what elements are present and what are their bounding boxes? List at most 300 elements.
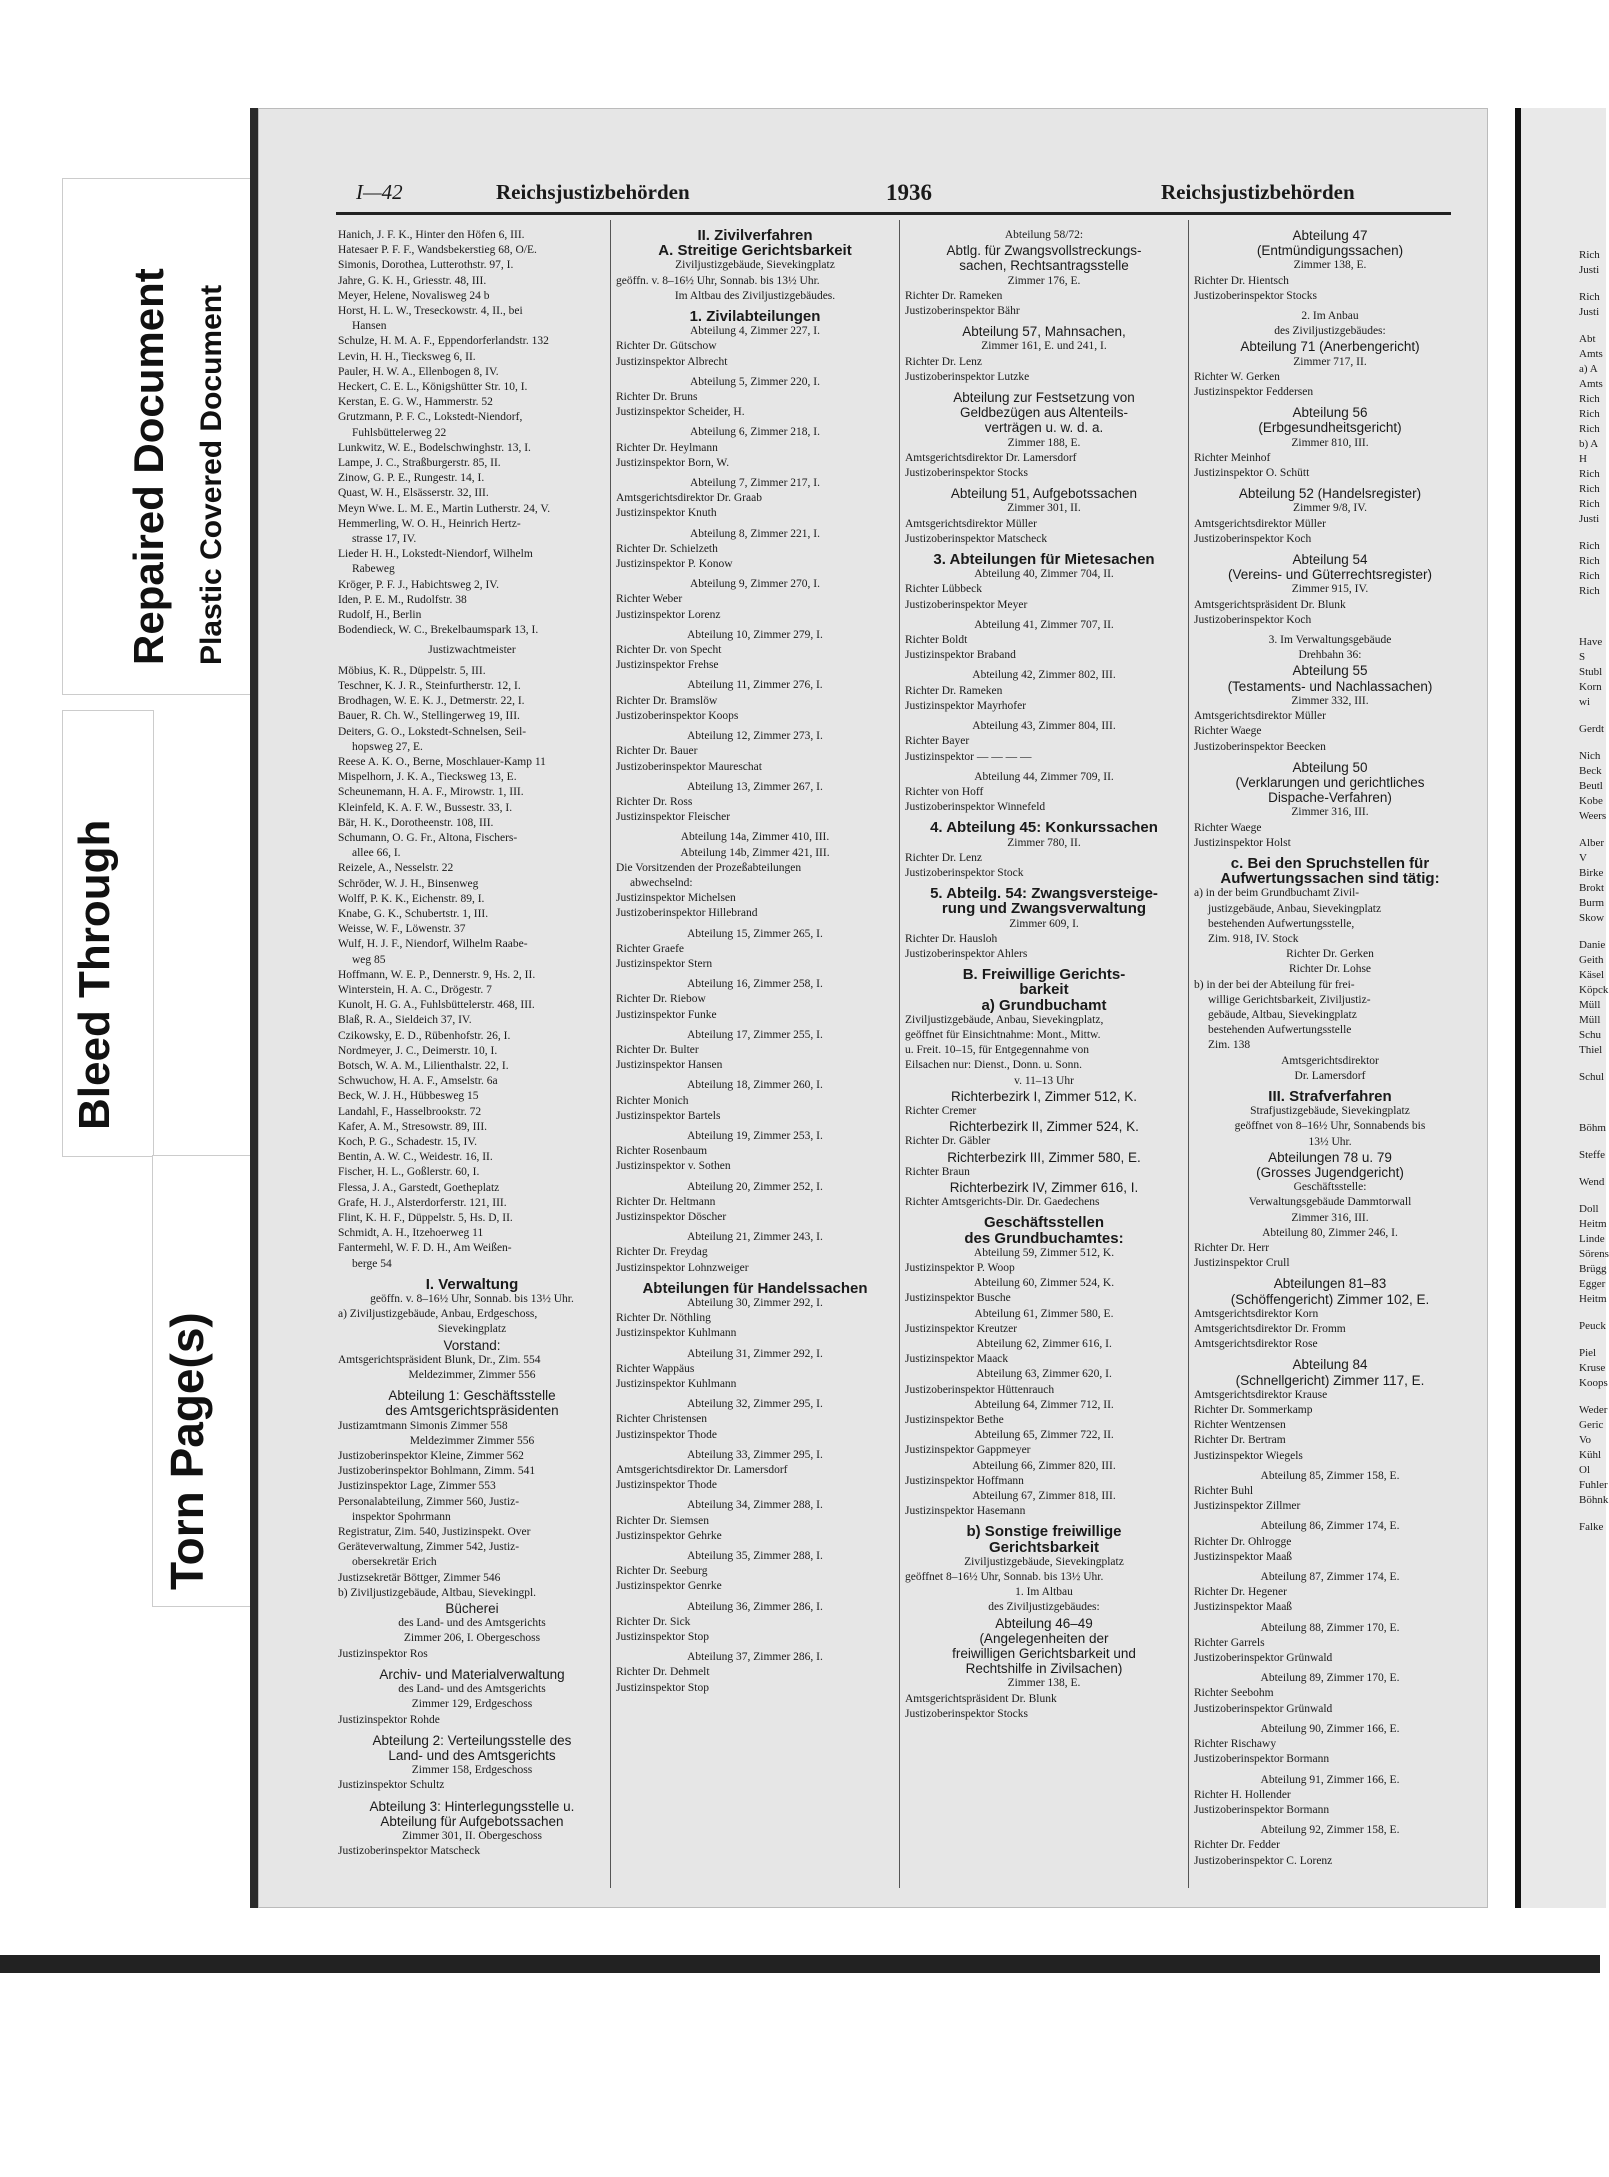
text-line: Abteilung 43, Zimmer 804, III. [972,720,1116,733]
text-line: Abteilung 34, Zimmer 288, I. [687,1499,823,1512]
text-line: Weisse, W. F., Löwenstr. 37 [338,923,466,936]
text-line: Dispache-Verfahren) [1268,790,1392,806]
text-line: Brodhagen, W. E. K. J., Detmerstr. 22, I. [338,695,525,708]
fragment-line: Amts [1579,378,1603,390]
fragment-line: Geric [1579,1419,1604,1431]
text-line: u. Freit. 10–15, für Entgegennahme von [905,1044,1089,1057]
fragment-line: Rich [1579,468,1600,480]
text-line: Richter Dr. Gäbler [905,1135,991,1148]
text-line: Kafer, A. M., Stresowstr. 89, III. [338,1120,488,1133]
text-line: 5. Abteilg. 54: Zwangsversteige- [930,885,1158,903]
text-line: Abteilung 10, Zimmer 279, I. [687,628,823,641]
fragment-line: Heitm [1579,1293,1607,1305]
text-line: a) Grundbuchamt [981,996,1107,1014]
text-line: Abteilung 37, Zimmer 286, I. [687,1651,823,1664]
text-line: Abteilung 18, Zimmer 260, I. [687,1079,823,1092]
text-line: Geldbezügen aus Altenteils- [959,405,1129,421]
text-line: Justizsekretär Böttger, Zimmer 546 [338,1571,501,1584]
text-line: Richter Dr. Heylmann [616,441,718,454]
text-line: Justizoberinspektor Stocks [905,1707,1028,1720]
text-line: Hatesaer P. F. F., Wandsbekerstieg 68, O/E. [338,244,537,257]
text-line: (Testaments- und Nachlassachen) [1227,678,1433,694]
text-line: Ziviljustizgebäude, Sievekingplatz [675,259,835,272]
text-line: Meldezimmer, Zimmer 556 [408,1369,536,1382]
text-line: Richter Amtsgerichts-Dir. Dr. Gaedechens [905,1196,1100,1209]
column-1 [338,228,606,1859]
text-line: Justizoberinspektor Maureschat [616,760,762,773]
text-line: Justizinspektor Born, W. [616,456,730,469]
text-line: Deiters, G. O., Lokstedt-Schnelsen, Seil- [338,725,527,738]
text-line: Abteilung 14a, Zimmer 410, III. [680,831,830,844]
text-line: Richter Dr. Bertram [1194,1434,1286,1447]
text-line: Abteilung 61, Zimmer 580, E. [974,1307,1114,1320]
text-line: Justizoberinspektor Stocks [1194,289,1317,302]
text-line: (Schöffengericht) Zimmer 102, E. [1230,1291,1430,1307]
text-line: Meldezimmer Zimmer 556 [409,1434,535,1447]
text-line: Abteilung zur Festsetzung von [953,390,1135,406]
text-line: Justizoberinspektor Meyer [905,598,1028,611]
text-line: Czikowsky, E. D., Rübenhofstr. 26, I. [338,1029,511,1042]
text-line: Justizoberinspektor Lutzke [905,370,1030,383]
text-line: (Entmündigungssachen) [1256,243,1404,259]
text-line: Justizinspektor Fleischer [616,811,731,824]
text-line: Verwaltungsgebäude Dammtorwall [1248,1196,1412,1209]
text-line: hopsweg 27, E. [352,740,423,753]
text-line: geöffn. v. 8–16½ Uhr, Sonnab. bis 13½ Uhr. [616,274,820,287]
header-right-title: Reichsjustizbehörden [1161,180,1355,204]
text-line: Richter Garrels [1194,1636,1265,1649]
text-line: Richter Buhl [1194,1485,1254,1498]
fragment-line [1521,1058,1606,1070]
text-line: Botsch, W. A. M., Lilienthalstr. 22, I. [338,1059,509,1072]
text-line: Abteilung 9, Zimmer 270, I. [690,578,820,591]
text-line: Geräteverwaltung, Zimmer 542, Justiz- [338,1541,520,1554]
text-line: Abteilung 33, Zimmer 295, I. [687,1448,823,1461]
text-line: Jahre, G. K. H., Griesstr. 48, III. [338,274,487,287]
fragment-line [1521,1109,1606,1121]
text-line: Amtsgerichtsdirektor Dr. Lamersdorf [905,451,1077,464]
text-line: Abteilung 17, Zimmer 255, I. [687,1028,823,1041]
fragment-line: Böhm [1579,1122,1606,1134]
text-line: Richter Dr. Sommerkamp [1194,1404,1313,1417]
text-line: Amtsgerichtsdirektor Korn [1194,1307,1319,1320]
fragment-line [1521,599,1606,611]
text-line: Justizinspektor Lage, Zimmer 553 [338,1480,496,1493]
fragment-line: Stubl [1579,666,1603,678]
text-line: Registratur, Zim. 540, Justizinspekt. Over [338,1526,531,1539]
text-line: Richter Cremer [905,1104,977,1117]
text-line: Justizinspektor Gappmeyer [905,1444,1031,1457]
text-line: Amtsgerichtsdirektor Müller [1194,710,1326,723]
text-line: Abteilung 55 [1292,663,1368,679]
text-line: Abteilung 1: Geschäftsstelle [388,1388,556,1404]
fragment-line: Falke [1579,1521,1604,1533]
text-line: Richterbezirk III, Zimmer 580, E. [947,1149,1141,1165]
text-line: Zinow, G. P. E., Rungestr. 14, I. [338,472,485,485]
fragment-line: Schul [1579,1071,1605,1083]
text-line: Gerichtsbarkeit [988,1538,1100,1556]
text-line: Zimmer 176, E. [1007,274,1081,287]
text-line: Richter Braun [905,1165,970,1178]
text-line: Schwuchow, H. A. F., Amselstr. 6a [338,1075,498,1088]
text-line: Abteilung 44, Zimmer 709, II. [974,770,1114,783]
fragment-line: Korn [1579,681,1602,693]
fragment-line: Vo [1579,1434,1592,1446]
text-line: Justizinspektor O. Schütt [1194,467,1310,480]
text-line: Justizinspektor Braband [905,649,1016,662]
text-line: Richter Dr. Riebow [616,993,706,1006]
fragment-line: Thiel [1579,1044,1603,1056]
fragment-line: Birke [1579,867,1604,879]
text-line: Justizinspektor Lohnzweiger [616,1261,749,1274]
text-line: Kröger, P. F. J., Habichtsweg 2, IV. [338,578,499,591]
text-line: Zimmer 206, I. Obergeschoss [403,1632,541,1645]
fragment-line: Schu [1579,1029,1601,1041]
text-line: Richter Dr. Sick [616,1615,691,1628]
fragment-line: Skow [1579,912,1605,924]
text-line: Justizoberinspektor Grünwald [1194,1702,1333,1715]
fragment-line: Rich [1579,393,1600,405]
text-line: b) Sonstige freiwillige [966,1523,1122,1541]
text-line: Abteilung 64, Zimmer 712, II. [974,1398,1114,1411]
text-line: Landahl, F., Hasselbrookstr. 72 [338,1105,482,1118]
text-line: 3. Abteilungen für Mietesachen [933,551,1155,569]
tag-torn-pages: Torn Page(s) [161,1312,213,1590]
text-line: Wulf, H. J. F., Niendorf, Wilhelm Raabe- [338,938,528,951]
text-line: Fischer, H. L., Goßlerstr. 60, I. [338,1166,480,1179]
fragment-line: Wend [1579,1176,1605,1188]
text-line: (Angelegenheiten der [979,1630,1109,1646]
fragment-line [1521,278,1606,290]
text-line: allee 66, I. [352,847,401,860]
text-line: Pauler, H. W. A., Ellenbogen 8, IV. [338,365,499,378]
text-line: Abteilung für Aufgebotssachen [380,1813,564,1829]
text-line: Abteilung 3: Hinterlegungsstelle u. [369,1798,575,1814]
text-line: Richter Dr. Lohse [1288,963,1372,976]
text-line: gebäude, Altbau, Sievekingplatz [1208,1008,1357,1021]
text-line: Justizoberinspektor Bormann [1194,1803,1330,1816]
text-line: Abteilung 47 [1292,228,1368,243]
scanned-page [250,108,1488,1908]
text-line: Hansen [352,320,387,333]
page-header [356,180,1456,216]
text-line: Justizinspektor Hoffmann [905,1474,1024,1487]
text-line: Richter Rosenbaum [616,1145,708,1158]
text-line: Richter Dr. Bulter [616,1043,699,1056]
text-line: Richter Waege [1194,821,1262,834]
text-line: Richter Dr. von Specht [616,644,722,657]
text-line: Justizinspektor Kuhlmann [616,1378,737,1391]
text-line: Amtsgerichtsdirektor [1281,1054,1379,1067]
fragment-line [1521,1307,1606,1319]
fragment-line: S [1579,651,1586,663]
text-line: Abteilung 71 (Anerbengericht) [1240,339,1420,355]
text-line: Eilsachen nur: Dienst., Donn. u. Sonn. [905,1059,1082,1072]
text-line: Ziviljustizgebäude, Sievekingplatz [964,1555,1124,1568]
text-line: Richter H. Hollender [1194,1788,1291,1801]
text-line: Die Vorsitzenden der Prozeßabteilungen [616,861,802,874]
text-line: des Land- und des Amtsgerichts [398,1617,546,1630]
text-line: Amtsgerichtsdirektor Dr. Fromm [1194,1323,1346,1336]
text-line: Justizinspektor — — — — [905,750,1032,763]
text-line: Abteilung 60, Zimmer 524, K. [973,1277,1115,1290]
text-line: Zimmer 129, Erdgeschoss [411,1698,533,1711]
text-line: Ziviljustizgebäude, Anbau, Sievekingplatz, [905,1013,1104,1026]
text-line: Richterbezirk IV, Zimmer 616, I. [949,1179,1139,1195]
text-line: Abteilung 89, Zimmer 170, E. [1260,1672,1400,1685]
text-line: Abteilungen 78 u. 79 [1268,1149,1392,1165]
text-line: Amtsgerichtsdirektor Müller [905,517,1037,530]
text-line: b) Ziviljustizgebäude, Altbau, Sievekingpl. [338,1586,537,1599]
text-line: Blaß, R. A., Sieldeich 37, IV. [338,1014,472,1027]
page-number: I—42 [356,180,403,204]
text-line: Richter Dr. Freydag [616,1246,708,1259]
column-4 [1194,228,1466,1869]
text-line: Justizoberinspektor Stock [905,866,1024,879]
fragment-line [1521,1163,1606,1175]
text-line: justizgebäude, Anbau, Sievekingplatz [1208,902,1382,915]
text-line: Abteilung 66, Zimmer 820, III. [972,1459,1116,1472]
text-line: Justizinspektor Feddersen [1194,386,1314,399]
text-line: Justizoberinspektor Koops [616,709,739,722]
text-line: Sievekingplatz [437,1323,507,1336]
text-line: a) Ziviljustizgebäude, Anbau, Erdgeschoss, [338,1308,538,1321]
fragment-line [1521,527,1606,539]
text-line: Geschäftsstelle: [1293,1181,1367,1194]
text-line: Justizoberinspektor Bähr [905,305,1020,318]
text-line: Zimmer 780, II. [1007,836,1081,849]
text-line: Abteilung 16, Zimmer 258, I. [687,978,823,991]
text-line: B. Freiwillige Gerichts- [962,966,1126,984]
text-line: berge 54 [352,1257,392,1270]
text-line: b) in der bei der Abteilung für frei- [1194,978,1355,991]
text-line: Iden, P. E. M., Rudolfstr. 38 [338,593,467,606]
text-line: Abteilung 35, Zimmer 288, I. [687,1550,823,1563]
text-line: (Verklarungen und gerichtliches [1235,774,1425,790]
text-line: Justizinspektor Ros [338,1647,428,1660]
text-line: Justizoberinspektor Winnefeld [905,801,1046,814]
text-line: Bentin, A. W. C., Weidestr. 16, II. [338,1151,493,1164]
text-line: Justizinspektor Stern [616,957,713,970]
text-line: des Ziviljustizgebäudes: [988,1601,1100,1614]
text-line: 13½ Uhr. [1308,1135,1352,1148]
tag-plastic-covered-document: Plastic Covered Document [195,284,228,665]
text-line: Amtsgerichtspräsident Dr. Blunk [1194,598,1346,611]
fragment-line: Geith [1579,954,1604,966]
text-line: Richter Dr. Bramslöw [616,694,718,707]
text-line: Abteilung 62, Zimmer 616, I. [976,1338,1112,1351]
text-line: Zim. 138 [1208,1039,1251,1052]
fragment-line: Köpck [1579,984,1609,996]
text-line: Richter Dr. Fedder [1194,1839,1280,1852]
text-line: Zimmer 316, III. [1291,1211,1369,1224]
text-line: Schumann, O. G. Fr., Altona, Fischers- [338,831,518,844]
text-line: Zimmer 717, II. [1293,355,1367,368]
fragment-line: b) A [1579,438,1599,450]
text-line: Zim. 918, IV. Stock [1208,932,1299,945]
text-line: Amtsgerichtsdirektor Krause [1194,1388,1328,1401]
fragment-line: Piel [1579,1347,1597,1359]
fragment-line: Böhnk [1579,1494,1609,1506]
text-line: Abteilung 4, Zimmer 227, I. [690,325,820,338]
text-line: Richter Dr. Hientsch [1194,274,1289,287]
column-divider-1 [610,220,611,1888]
text-line: Abteilung 14b, Zimmer 421, III. [680,846,830,859]
text-line: Levin, H. H., Tiecksweg 6, II. [338,350,476,363]
fragment-line [1521,1097,1606,1109]
text-line: Justizoberinspektor Koch [1194,532,1312,545]
text-line: Fuhlsbüttelerweg 22 [352,426,447,439]
column-divider-3 [1188,220,1189,1888]
fragment-line: Rich [1579,423,1600,435]
text-line: Justizinspektor v. Sothen [616,1160,731,1173]
fragment-line: a) A [1579,363,1598,375]
fragment-line: Gerdt [1579,723,1605,735]
text-line: Zimmer 810, III. [1291,436,1369,449]
header-rule [336,212,1451,215]
text-line: Bücherei [445,1601,499,1617]
text-line: Kleinfeld, K. A. F. W., Bussestr. 33, I. [338,801,513,814]
fragment-line: Müll [1579,1014,1601,1026]
text-line: I. Verwaltung [425,1275,519,1293]
text-line: Amtsgerichtsdirektor Rose [1194,1338,1318,1351]
fragment-line: Kruse [1579,1362,1606,1374]
column-2 [616,228,894,1696]
text-line: Dr. Lamersdorf [1294,1069,1366,1082]
text-line: Richter W. Gerken [1194,370,1280,383]
text-line: Heckert, C. E. L., Königshütter Str. 10, I. [338,381,528,394]
text-line: Bauer, R. Ch. W., Stellingerweg 19, III. [338,710,520,723]
text-line: Zimmer 158, Erdgeschoss [411,1764,533,1777]
text-line: Richter Wentzensen [1194,1419,1286,1432]
fragment-line [1521,611,1606,623]
text-line: Abtlg. für Zwangsvollstreckungs- [946,243,1142,259]
text-line: Justizoberinspektor Matscheck [338,1845,481,1858]
fragment-line: Käsel [1579,969,1605,981]
fragment-line: Steffe [1579,1149,1606,1161]
tag-repaired-document: Repaired Document [125,268,172,665]
text-line: Justizinspektor P. Woop [905,1262,1015,1274]
text-line: Justizinspektor Wiegels [1194,1449,1303,1462]
text-line: Richter Dr. Herr [1194,1242,1270,1254]
text-line: Grutzmann, P. F. C., Lokstedt-Niendorf, [338,411,523,424]
text-line: geöffnet 8–16½ Uhr, Sonnab. bis 13½ Uhr. [905,1571,1104,1584]
text-line: weg 85 [352,953,386,966]
text-line: Flessa, J. A., Garstedt, Goetheplatz [338,1181,500,1194]
fragment-line: Beutl [1579,780,1603,792]
text-line: Amtsgerichtsdirektor Müller [1194,517,1326,530]
text-line: Richter Graefe [616,942,685,955]
fragment-line: wi [1579,696,1590,708]
fragment-line [1521,1085,1606,1097]
text-line: Richter Dr. Siemsen [616,1514,709,1527]
text-line: Lunkwitz, W. E., Bodelschwinghstr. 13, I. [338,441,531,454]
text-line: Abteilung 67, Zimmer 818, III. [972,1490,1116,1503]
fragment-line: Have [1579,636,1603,648]
text-line: Amtsgerichtsdirektor Dr. Graab [616,492,762,505]
text-line: Justizoberinspektor Kleine, Zimmer 562 [338,1450,524,1463]
text-line: (Vereins- und Güterrechtsregister) [1227,567,1433,583]
fragment-line: Weers [1579,810,1607,822]
text-line: Strafjustizgebäude, Sievekingplatz [1250,1105,1410,1118]
text-line: Richter Dr. Schielzeth [616,542,718,555]
text-line: Drehbahn 36: [1298,649,1362,662]
text-line: Personalabteilung, Zimmer 560, Justiz- [338,1495,520,1508]
text-line: Abteilung 54 [1292,552,1368,568]
fragment-line: Kühl [1579,1449,1601,1461]
text-line: verträgen u. w. d. a. [984,420,1104,436]
text-line: Abteilung 42, Zimmer 802, III. [972,669,1116,682]
text-line: Justizoberinspektor Matscheck [905,532,1048,545]
text-line: Abteilung 90, Zimmer 166, E. [1260,1722,1400,1735]
text-line: Abteilung 63, Zimmer 620, I. [976,1368,1112,1381]
text-line: Winterstein, H. A. C., Drögestr. 7 [338,983,492,996]
header-left-title: Reichsjustizbehörden [496,180,690,204]
text-line: Justizinspektor Maaß [1194,1550,1293,1563]
text-line: Justizinspektor Thode [616,1479,718,1492]
text-line: Justizinspektor Genrke [616,1580,722,1593]
text-line: Knabe, G. K., Schubertstr. 1, III. [338,907,489,920]
text-line: Meyer, Helene, Novalisweg 24 b [338,289,490,302]
text-line: willige Gerichtsbarkeit, Ziviljustiz- [1208,993,1371,1006]
text-line: Abteilung 11, Zimmer 276, I. [687,679,823,692]
text-line: Geschäftsstellen [983,1214,1105,1232]
text-line: Richter Dr. Lenz [905,355,982,368]
text-line: Justizinspektor Gehrke [616,1529,722,1542]
fragment-line [1521,1190,1606,1202]
text-line: Hanich, J. F. K., Hinter den Höfen 6, III. [338,229,525,241]
fragment-line: Rich [1579,291,1600,303]
text-line: Zimmer 9/8, IV. [1293,502,1367,515]
text-line: Justizinspektor Maaß [1194,1601,1293,1614]
fragment-line [1521,737,1606,749]
text-line: Richter von Hoff [905,785,984,798]
text-line: Lieder H. H., Lokstedt-Niendorf, Wilhelm [338,548,533,561]
text-line: Richterbezirk II, Zimmer 524, K. [949,1119,1139,1135]
text-line: Abteilungen für Handelssachen [642,1279,868,1297]
text-line: inspektor Spohrmann [352,1510,451,1523]
fragment-line: Weder [1579,1404,1608,1416]
text-line: Richter Dr. Rameken [905,684,1003,697]
fragment-line: Amts [1579,348,1603,360]
text-line: Hemmerling, W. O. H., Heinrich Hertz- [338,517,521,530]
text-line: Justizinspektor Crull [1194,1257,1290,1270]
text-line: Justizinspektor Stop [616,1631,709,1644]
header-year: 1936 [886,180,932,205]
text-line: Richter Dr. Nöthling [616,1312,711,1325]
text-line: Abteilung 88, Zimmer 170, E. [1260,1621,1400,1634]
text-line: Amtsgerichtspräsident Blunk, Dr., Zim. 554 [338,1353,541,1366]
text-line: geöffnet von 8–16½ Uhr, Sonnabends bis [1234,1120,1426,1133]
text-line: III. Strafverfahren [1268,1087,1392,1105]
text-line: Justizinspektor Funke [616,1008,717,1021]
text-line: Aufwertungssachen sind tätig: [1220,870,1440,888]
text-line: A. Streitige Gerichtsbarkeit [658,242,852,260]
text-line: Abteilung 59, Zimmer 512, K. [973,1246,1115,1259]
fragment-line: Rich [1579,555,1600,567]
fragment-line: Rich [1579,408,1600,420]
text-line: Vorstand: [443,1337,501,1353]
text-line: Mispelhorn, J. K. A., Tiecksweg 13, E. [338,771,517,784]
text-line: Zimmer 138, E. [1293,259,1367,272]
text-line: Abteilung 13, Zimmer 267, I. [687,780,823,793]
text-line: Richter Seebohm [1194,1687,1274,1700]
text-line: Wolff, P. K. K., Eichenstr. 89, I. [338,892,485,905]
text-line: strasse 17, IV. [352,533,417,546]
fragment-line [1521,824,1606,836]
text-line: Abteilung 2: Verteilungsstelle des [372,1732,572,1748]
text-line: Kerstan, E. G. W., Hammerstr. 52 [338,396,493,409]
